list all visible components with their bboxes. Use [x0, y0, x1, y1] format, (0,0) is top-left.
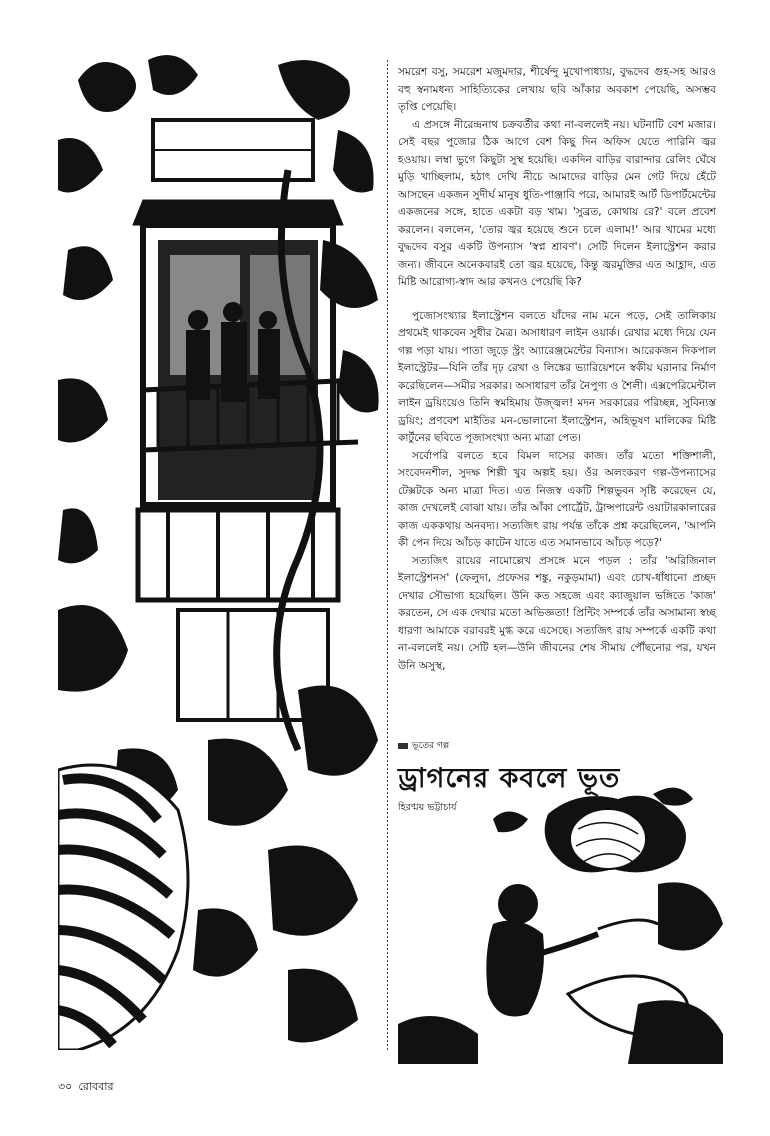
article-paragraph: সর্বোপরি বলতে হবে বিমল দাসের কাজ। তাঁর মতো শক্তিশালী, সংবেদনশীল, সুদক্ষ শিল্পী খুব অল্পই হয়। ওঁর অলংকরণ গল্প-উপন্যাসের টেক্সটকে অন্য মাত্রা দিত। এত নিজস্ব একটি শিল্পভুবন সৃষ্টি করেছেন যে, কাজ দেখলেই বোঝা যায়। তাঁর আঁকা পোর্ট্রেট, ট্রান্সপারেন্ট ওয়াটারকালারের কাজ এককথায় অনবদ্য। সত্যজিৎ রায় পর্যন্ত তাঁকে প্রশ্ন করেছিলেন, 'আপনি কী পেন দিয়ে আঁচড় কাটেন যাতে এত সমানভাবে আঁচড় পড়ে?' [398, 449, 716, 549]
page-number: ৩০ [58, 1080, 73, 1093]
story-teaser [398, 738, 728, 1058]
magazine-name: রোববার [78, 1080, 114, 1093]
balcony-jungle-illustration [58, 50, 383, 1050]
story-illustration-art [398, 774, 728, 1064]
illustration-art [58, 50, 383, 1050]
article-paragraph: সত্যজিৎ রায়ের নামোল্লেখ প্রসঙ্গে মনে পড়ল : তাঁর 'অরিজিনাল ইলাস্ট্রেশনস' (ফেলুদা, প্রফেসর শঙ্কু, নকুড়মামা) এবং চোখ-ধাঁধানো প্রচ্ছদ দেখার সৌভাগ্য হয়েছিল। উনি কত সহজে এবং ক্যাজুয়াল ভঙ্গিতে 'কাজ' করতেন, সে এক দেখার মতো অভিজ্ঞতা! প্রিন্টিং সম্পর্কে তাঁর অসামান্য স্বচ্ছ ধারণা আমাকে বরাবরই মুগ্ধ করে এসেছে। সত্যজিৎ রায় সম্পর্কে একটি কথা না-বললেই নয়। সেটি হল—উনি জীবনের শেষ সীমায় পৌঁছনোর পর, যখন উনি অসুস্থ, [398, 554, 716, 672]
dragon-ghost-illustration [398, 774, 728, 1064]
article-paragraph: সমরেশ বসু, সমরেশ মজুমদার, শীর্ষেন্দু মুখোপাধ্যায়, বুদ্ধদেব গুহ-সহ আরও বহু স্বনামধন্য সাহিত্যিকের লেখায় ছবি আঁকার অবকাশ পেয়েছি, অসম্ভব তৃপ্তি পেয়েছি। [398, 66, 716, 113]
story-author: হিরণ্ময় ভট্টাচার্য [398, 802, 457, 813]
kicker-mark-icon [398, 743, 408, 749]
page-footer [58, 1078, 114, 1097]
story-title: ড্রাগনের কবলে ভূত [398, 763, 621, 794]
story-kicker [398, 738, 449, 753]
story-kicker-label: ভূতের গল্প [412, 741, 450, 751]
article-paragraph: এ প্রসঙ্গে নীরেন্দ্রনাথ চক্রবর্তীর কথা না-বললেই নয়। ঘটনাটি বেশ মজার। সেই বছর পুজোর ঠিক আগে বেশ কিছু দিন অফিস যেতে পারিনি জ্বর হওয়ায়। লম্বা ভুগে কিছুটা সুস্থ হয়েছি। একদিন বাড়ির বারান্দার রেলিং ঘেঁষে মুড়ি খাচ্ছিলাম, হঠাৎ দেখি নীচে আমাদের বাড়ির মেন গেট দিয়ে হেঁটে আসছেন একজন সুদীর্ঘ মানুষ ধুতি-পাঞ্জাবি পরে, আমারই আর্ট ডিপার্টমেন্টের একজনের সঙ্গে, হাতে একটা বড় খাম। 'সুব্রত, কোথায় রে?' বলে প্রবেশ করলেন। বললেন, 'তোর জ্বর হয়েছে শুনে চলে এলাম!' আর খামের মধ্যে বুদ্ধদেব বসুর একটি উপন্যাস 'স্বপ্ন শ্রাবণ'। সেটি দিলেন ইলাস্ট্রেশন করার জন্য। জীবনে অনেকবারই তো জ্বর হয়েছে, কিন্তু জ্বরমুক্তির এত আহ্লাদ, এত মিষ্টি আরোগ্য-স্বাদ আর কখনও পেয়েছি কি? [398, 118, 716, 288]
article-body [398, 64, 716, 675]
column-divider [387, 60, 388, 1050]
article-paragraph: পুজোসংখ্যার ইলাস্ট্রেশন বলতে যাঁদের নাম মনে পড়ে, সেই তালিকায় প্রথমেই থাকবেন সুধীর মৈত্র। অসাধারণ লাইন ওয়ার্ক। রেখার মধ্যে দিয়ে যেন গল্প পড়া যায়। পাতা জুড়ে স্ট্রং অ্যারেঞ্জমেন্টের বিন্যাস। আরেকজন দিকপাল ইলাস্ট্রেটর—যিনি তাঁর দৃঢ় রেখা ও লিঙ্কের ভ্যারিয়েশনে স্বকীয় ঘরানার নির্মাণ করেছিলেন—সমীর সরকার। অসাধারণ তাঁর নৈপুণ্য ও শৈলী। এক্সপেরিমেন্টাল লাইন ড্রয়িংয়েও তিনি স্বমহিমায় উজ্জ্বল! মদন সরকারের পরিচ্ছন্ন, সুবিন্যস্ত ড্রয়িং; প্রণবেশ মাইতির মন-ভোলানো ইলাস্ট্রেশন, অহিভূষণ মালিকের মিষ্টি কার্টুনের ছবিতে পূজাসংখ্যা অন্য মাত্রা পেত। [398, 309, 716, 444]
